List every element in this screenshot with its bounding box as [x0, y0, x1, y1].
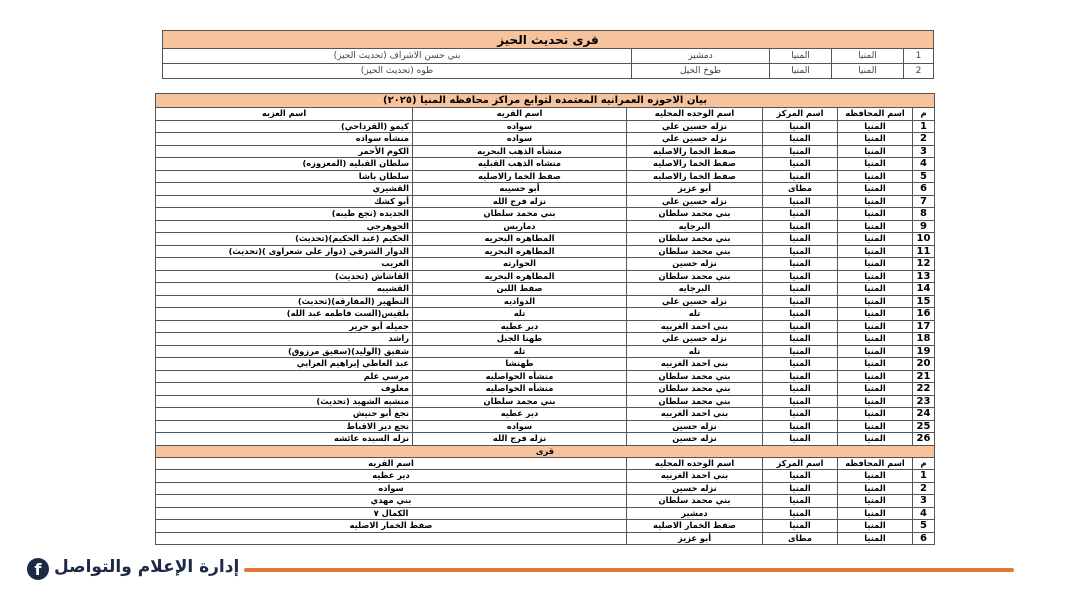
- row-local-unit: بني محمد سلطان: [627, 383, 763, 396]
- table-row: [156, 170, 935, 183]
- row-num: 25: [913, 420, 935, 433]
- row-village: طهنا الجبل: [413, 333, 627, 346]
- table-row: [156, 345, 935, 358]
- row-village: طوه (تحديث الحيز): [163, 64, 632, 79]
- row-center: المنيا: [763, 395, 838, 408]
- row-village: سواده: [156, 482, 627, 495]
- header-local-unit: اسم الوحده المحليه: [627, 457, 763, 470]
- row-num: 16: [913, 308, 935, 321]
- header-num: م: [913, 108, 935, 121]
- row-governorate: المنيا: [838, 133, 913, 146]
- row-num: 2: [904, 64, 934, 79]
- row-village: دير عطيه: [156, 470, 627, 483]
- row-center: المنيا: [763, 420, 838, 433]
- row-hamlet: سلطان القبليه (المعزوزه): [156, 158, 413, 171]
- table-row: [156, 532, 935, 545]
- row-governorate: المنيا: [838, 482, 913, 495]
- table-row: [156, 245, 935, 258]
- table-row: [156, 395, 935, 408]
- row-center: المنيا: [763, 408, 838, 421]
- row-num: 10: [913, 233, 935, 246]
- row-village: منشأه الحواصليه: [413, 383, 627, 396]
- row-num: 6: [913, 183, 935, 196]
- row-center: المنيا: [763, 270, 838, 283]
- row-village: سواده: [413, 420, 627, 433]
- row-center: المنيا: [763, 470, 838, 483]
- row-village: نزله فرج الله: [413, 433, 627, 446]
- row-village: بني محمد سلطان: [413, 208, 627, 221]
- row-governorate: المنيا: [838, 195, 913, 208]
- row-num: 4: [913, 507, 935, 520]
- row-center: المنيا: [770, 49, 832, 64]
- section-title-row: [156, 445, 935, 457]
- table-row: [156, 208, 935, 221]
- row-hamlet: الجوهرجي: [156, 220, 413, 233]
- row-hamlet: عبد العاطي إبراهيم العرابي: [156, 358, 413, 371]
- row-center: المنيا: [763, 245, 838, 258]
- section-title: قرى: [156, 445, 935, 457]
- row-hamlet: منشيه الشهيد (تحديث): [156, 395, 413, 408]
- row-village: [156, 532, 627, 545]
- row-village: تله: [413, 308, 627, 321]
- table-row: [156, 283, 935, 296]
- row-center: المنيا: [763, 495, 838, 508]
- row-local-unit: دمشير: [632, 49, 770, 64]
- row-num: 3: [913, 145, 935, 158]
- row-hamlet: نجع أبو حنيش: [156, 408, 413, 421]
- row-local-unit: صفط الخما رالاصليه: [627, 158, 763, 171]
- row-num: 2: [913, 133, 935, 146]
- approved-boundaries-table: [155, 93, 935, 545]
- row-local-unit: طوخ الخيل: [632, 64, 770, 79]
- row-hamlet: القاشاش (تحديث): [156, 270, 413, 283]
- row-local-unit: نزله حسين: [627, 433, 763, 446]
- row-governorate: المنيا: [838, 258, 913, 271]
- row-center: المنيا: [763, 345, 838, 358]
- row-governorate: المنيا: [838, 320, 913, 333]
- row-village: الحوارته: [413, 258, 627, 271]
- row-center: المنيا: [763, 482, 838, 495]
- row-center: المنيا: [770, 64, 832, 79]
- approved-boundaries-table-title: بيان الاحوزه العمرانيه المعتمده لتوابع مراكز محافظه المنيا (٢٠٢٥): [156, 94, 935, 108]
- row-hamlet: القشيري: [156, 183, 413, 196]
- row-hamlet: راشد: [156, 333, 413, 346]
- row-hamlet: مرسي علم: [156, 370, 413, 383]
- row-governorate: المنيا: [838, 507, 913, 520]
- row-village: منشاه الذهب القبليه: [413, 158, 627, 171]
- row-governorate: المنيا: [838, 308, 913, 321]
- row-governorate: المنيا: [838, 283, 913, 296]
- header-village: اسم القريه: [156, 457, 627, 470]
- row-center: المنيا: [763, 158, 838, 171]
- header-num: م: [913, 457, 935, 470]
- row-village: صفط الخمار الاصليه: [156, 520, 627, 533]
- row-governorate: المنيا: [838, 233, 913, 246]
- row-governorate: المنيا: [832, 49, 904, 64]
- row-local-unit: نزله حسين: [627, 420, 763, 433]
- table-row: [156, 383, 935, 396]
- row-village: بني محمد سلطان: [413, 395, 627, 408]
- row-governorate: المنيا: [838, 145, 913, 158]
- row-governorate: المنيا: [832, 64, 904, 79]
- row-village: طهنشا: [413, 358, 627, 371]
- row-num: 1: [904, 49, 934, 64]
- table-row: [156, 408, 935, 421]
- row-local-unit: أبو عزيز: [627, 183, 763, 196]
- row-governorate: المنيا: [838, 520, 913, 533]
- row-num: 12: [913, 258, 935, 271]
- row-local-unit: البرجايه: [627, 283, 763, 296]
- table-row: [156, 295, 935, 308]
- row-village: المطاهره البحريه: [413, 245, 627, 258]
- row-village: نزله فرج الله: [413, 195, 627, 208]
- row-hamlet: منشأه سواده: [156, 133, 413, 146]
- row-hamlet: القشيبه: [156, 283, 413, 296]
- row-num: 26: [913, 433, 935, 446]
- table-row: [156, 370, 935, 383]
- row-num: 4: [913, 158, 935, 171]
- row-local-unit: نزله حسين علي: [627, 295, 763, 308]
- row-num: 7: [913, 195, 935, 208]
- update-boundary-table-title: قرى تحديث الحيز: [163, 31, 934, 49]
- row-local-unit: تله: [627, 345, 763, 358]
- row-center: المنيا: [763, 133, 838, 146]
- row-village: منشأه الحواصليه: [413, 370, 627, 383]
- table-row: [156, 433, 935, 446]
- row-center: المنيا: [763, 370, 838, 383]
- row-center: المنيا: [763, 195, 838, 208]
- row-num: 14: [913, 283, 935, 296]
- row-governorate: المنيا: [838, 383, 913, 396]
- table-row: [156, 308, 935, 321]
- row-num: 2: [913, 482, 935, 495]
- row-center: مطاى: [763, 532, 838, 545]
- table-row: [163, 64, 934, 79]
- row-governorate: المنيا: [838, 183, 913, 196]
- row-governorate: المنيا: [838, 295, 913, 308]
- row-hamlet: نجع دير الاقباط: [156, 420, 413, 433]
- row-center: المنيا: [763, 295, 838, 308]
- table-row: [156, 520, 935, 533]
- row-village: الدواديه: [413, 295, 627, 308]
- row-hamlet: الجديده (نجع طيبه): [156, 208, 413, 221]
- row-center: مطاى: [763, 183, 838, 196]
- row-local-unit: صفط الخما رالاصليه: [627, 145, 763, 158]
- row-hamlet: سلطان باشا: [156, 170, 413, 183]
- table-row: [163, 49, 934, 64]
- row-num: 18: [913, 333, 935, 346]
- table-row: [156, 195, 935, 208]
- row-local-unit: نزله حسين علي: [627, 195, 763, 208]
- row-governorate: المنيا: [838, 170, 913, 183]
- row-num: 6: [913, 532, 935, 545]
- row-center: المنيا: [763, 308, 838, 321]
- row-governorate: المنيا: [838, 420, 913, 433]
- header-governorate: اسم المحافظه: [838, 457, 913, 470]
- row-local-unit: بني محمد سلطان: [627, 370, 763, 383]
- row-hamlet: نزله السيده عائشه: [156, 433, 413, 446]
- row-village: المطاهره البحريه: [413, 233, 627, 246]
- row-num: 20: [913, 358, 935, 371]
- row-local-unit: دمشير: [627, 507, 763, 520]
- row-governorate: المنيا: [838, 158, 913, 171]
- header-center: اسم المركز: [763, 108, 838, 121]
- row-local-unit: بني احمد الغربيه: [627, 470, 763, 483]
- row-hamlet: شفيق (الوليد)(سفيق مرزوق): [156, 345, 413, 358]
- row-hamlet: بلقيس(الست فاطمه عبد الله): [156, 308, 413, 321]
- header-local-unit: اسم الوحده المحليه: [627, 108, 763, 121]
- row-local-unit: نزله حسين: [627, 258, 763, 271]
- table-row: [156, 482, 935, 495]
- row-local-unit: البرجايه: [627, 220, 763, 233]
- row-center: المنيا: [763, 170, 838, 183]
- header-center: اسم المركز: [763, 457, 838, 470]
- row-center: المنيا: [763, 320, 838, 333]
- row-governorate: المنيا: [838, 370, 913, 383]
- row-village: تله: [413, 345, 627, 358]
- table-row: [156, 358, 935, 371]
- row-local-unit: بني محمد سلطان: [627, 395, 763, 408]
- row-local-unit: بني محمد سلطان: [627, 270, 763, 283]
- row-center: المنيا: [763, 507, 838, 520]
- row-num: 11: [913, 245, 935, 258]
- table-row: [156, 320, 935, 333]
- row-num: 21: [913, 370, 935, 383]
- row-num: 1: [913, 120, 935, 133]
- row-num: 23: [913, 395, 935, 408]
- row-center: المنيا: [763, 220, 838, 233]
- row-governorate: المنيا: [838, 220, 913, 233]
- table-row: [156, 220, 935, 233]
- row-num: 15: [913, 295, 935, 308]
- row-governorate: المنيا: [838, 208, 913, 221]
- row-center: المنيا: [763, 283, 838, 296]
- table-header-row: [156, 108, 935, 121]
- row-village: أبو حسيبه: [413, 183, 627, 196]
- footer-divider: [244, 568, 1014, 572]
- row-num: 17: [913, 320, 935, 333]
- row-governorate: المنيا: [838, 358, 913, 371]
- header-village: اسم القريه: [413, 108, 627, 121]
- row-local-unit: أبو عزيز: [627, 532, 763, 545]
- footer-label: إدارة الإعلام والتواصل: [54, 557, 240, 577]
- row-num: 8: [913, 208, 935, 221]
- table-row: [156, 183, 935, 196]
- table-row: [156, 258, 935, 271]
- row-governorate: المنيا: [838, 470, 913, 483]
- row-hamlet: جميله أبو حرير: [156, 320, 413, 333]
- table-row: [156, 507, 935, 520]
- row-local-unit: تله: [627, 308, 763, 321]
- row-center: المنيا: [763, 383, 838, 396]
- row-governorate: المنيا: [838, 408, 913, 421]
- row-governorate: المنيا: [838, 333, 913, 346]
- row-governorate: المنيا: [838, 120, 913, 133]
- row-hamlet: الكوم الأحمر: [156, 145, 413, 158]
- facebook-icon[interactable]: f: [27, 558, 49, 580]
- row-local-unit: نزله حسين: [627, 482, 763, 495]
- row-village: بني مهدي: [156, 495, 627, 508]
- row-num: 19: [913, 345, 935, 358]
- row-village: صفط الخما رالاصليه: [413, 170, 627, 183]
- table-row: [156, 233, 935, 246]
- table-row: [156, 145, 935, 158]
- row-hamlet: الدوار الشرقي (دوار علي شعراوى )(تحديث): [156, 245, 413, 258]
- table-row: [156, 495, 935, 508]
- row-village: بني حسن الاشراف (تحديث الحيز): [163, 49, 632, 64]
- row-village: منشأه الذهب البحريه: [413, 145, 627, 158]
- header-governorate: اسم المحافظه: [838, 108, 913, 121]
- row-local-unit: نزله حسين علي: [627, 133, 763, 146]
- row-local-unit: صفط الخما رالاصليه: [627, 170, 763, 183]
- row-num: 24: [913, 408, 935, 421]
- table-row: [156, 120, 935, 133]
- row-center: المنيا: [763, 433, 838, 446]
- row-hamlet: كيمو (القرداحي): [156, 120, 413, 133]
- row-hamlet: أبو كشك: [156, 195, 413, 208]
- row-num: 3: [913, 495, 935, 508]
- row-village: المطاهره البحريه: [413, 270, 627, 283]
- row-local-unit: بني محمد سلطان: [627, 233, 763, 246]
- row-governorate: المنيا: [838, 433, 913, 446]
- table-row: [156, 133, 935, 146]
- row-governorate: المنيا: [838, 270, 913, 283]
- row-num: 5: [913, 520, 935, 533]
- row-village: صفط اللبن: [413, 283, 627, 296]
- row-local-unit: بني احمد الغربيه: [627, 320, 763, 333]
- table-row: [156, 333, 935, 346]
- row-local-unit: بني محمد سلطان: [627, 245, 763, 258]
- row-num: 5: [913, 170, 935, 183]
- row-center: المنيا: [763, 358, 838, 371]
- row-governorate: المنيا: [838, 395, 913, 408]
- row-num: 13: [913, 270, 935, 283]
- row-hamlet: الغريب: [156, 258, 413, 271]
- row-governorate: المنيا: [838, 345, 913, 358]
- row-governorate: المنيا: [838, 245, 913, 258]
- row-village: سواده: [413, 120, 627, 133]
- row-hamlet: التطهير (المفارقه)(تحديث): [156, 295, 413, 308]
- table-row: [156, 420, 935, 433]
- row-local-unit: بني محمد سلطان: [627, 208, 763, 221]
- row-center: المنيا: [763, 333, 838, 346]
- row-num: 9: [913, 220, 935, 233]
- row-num: 22: [913, 383, 935, 396]
- row-num: 1: [913, 470, 935, 483]
- row-local-unit: صفط الخمار الاصليه: [627, 520, 763, 533]
- table-row: [156, 470, 935, 483]
- row-local-unit: بني احمد الغربيه: [627, 358, 763, 371]
- table-row: [156, 158, 935, 171]
- row-village: سواده: [413, 133, 627, 146]
- row-local-unit: نزله حسين علي: [627, 333, 763, 346]
- row-center: المنيا: [763, 233, 838, 246]
- row-village: الكمال ٧: [156, 507, 627, 520]
- row-village: دير عطيه: [413, 408, 627, 421]
- header-hamlet: اسم العزبه: [156, 108, 413, 121]
- row-village: دماريس: [413, 220, 627, 233]
- row-village: دير عطيه: [413, 320, 627, 333]
- row-hamlet: معلوف: [156, 383, 413, 396]
- row-center: المنيا: [763, 258, 838, 271]
- row-center: المنيا: [763, 120, 838, 133]
- row-center: المنيا: [763, 145, 838, 158]
- row-center: المنيا: [763, 520, 838, 533]
- row-hamlet: الحكيم (عبد الحكيم)(تحديث): [156, 233, 413, 246]
- update-boundary-table: [162, 30, 934, 79]
- row-local-unit: بني احمد الغربيه: [627, 408, 763, 421]
- row-governorate: المنيا: [838, 495, 913, 508]
- row-center: المنيا: [763, 208, 838, 221]
- row-local-unit: نزله حسين علي: [627, 120, 763, 133]
- row-local-unit: بني محمد سلطان: [627, 495, 763, 508]
- row-governorate: المنيا: [838, 532, 913, 545]
- table-row: [156, 270, 935, 283]
- section-header-row: [156, 457, 935, 470]
